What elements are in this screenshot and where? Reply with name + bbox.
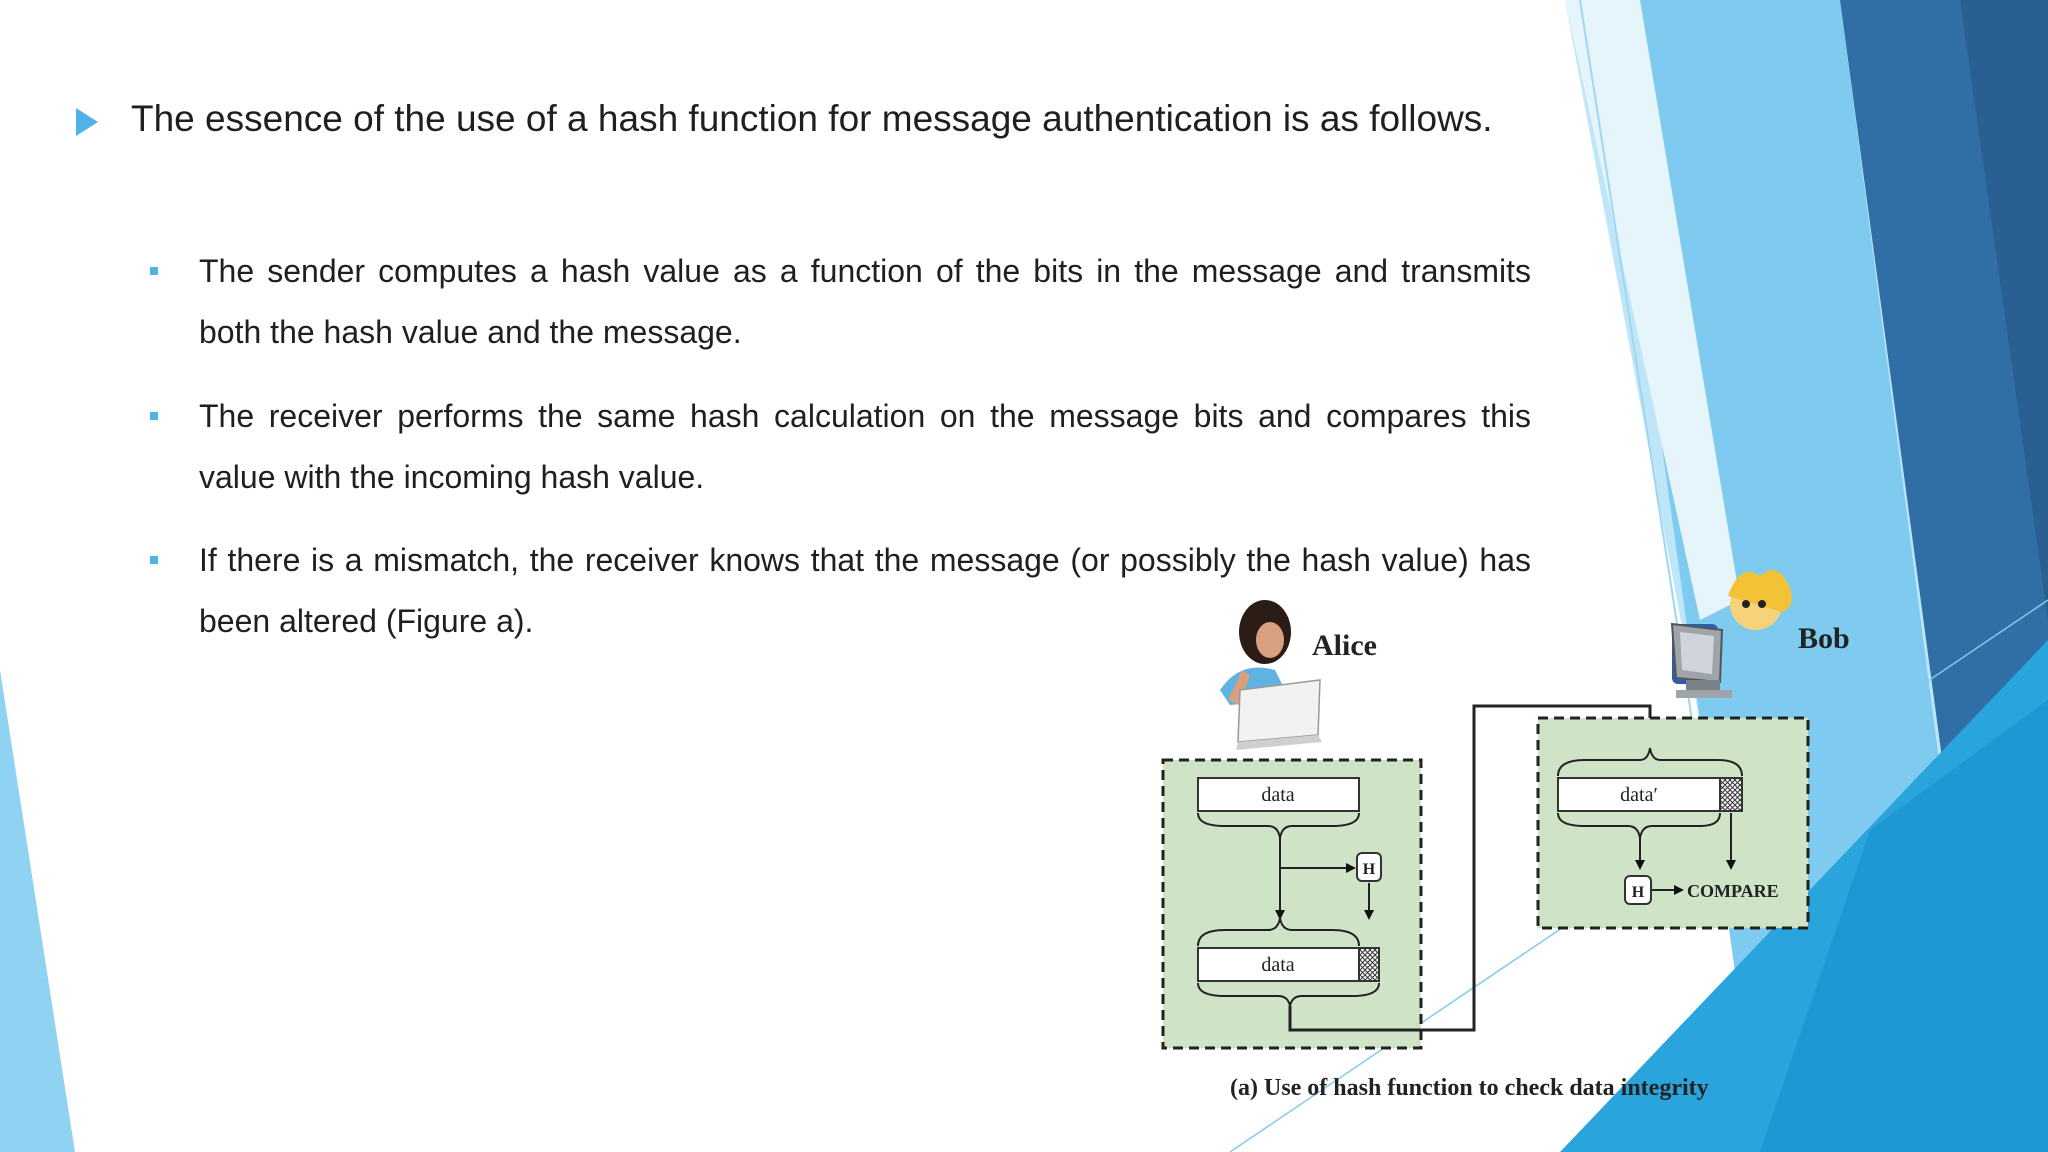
sub-bullet-text: The receiver performs the same hash calculation on the message bits and compares this value with the incoming hash value. xyxy=(199,398,1531,495)
sub-bullet-1 xyxy=(150,253,1531,363)
main-bullet-text: The essence of the use of a hash function for message authentication is as follows. xyxy=(131,98,1493,139)
main-bullet xyxy=(76,100,1531,153)
square-bullet-icon xyxy=(150,412,158,420)
sender-output-text: data xyxy=(1261,954,1295,976)
square-bullet-icon xyxy=(150,267,158,275)
sub-bullet-2 xyxy=(150,398,1531,508)
figure-caption: (a) Use of hash function to check data integrity xyxy=(1230,1075,1709,1101)
sender-hash-tag xyxy=(1359,948,1379,981)
sender-data-text: data xyxy=(1261,784,1295,806)
sender-hash-text: H xyxy=(1362,861,1376,878)
compare-label: COMPARE xyxy=(1687,881,1779,901)
alice-illustration xyxy=(1220,600,1322,750)
bob-illustration xyxy=(1672,570,1792,698)
sub-bullet-text: If there is a mismatch, the receiver knows that the message (or possibly the hash value) has been altered (Figure a). xyxy=(199,542,1531,639)
receiver-hash-tag xyxy=(1720,778,1742,811)
triangle-bullet-icon xyxy=(76,108,98,136)
sub-bullet-text: The sender computes a hash value as a function of the bits in the message and transmits both the hash value and the message. xyxy=(199,253,1531,350)
receiver-data-text: data′ xyxy=(1620,784,1658,806)
hash-integrity-figure xyxy=(1150,560,1850,1120)
receiver-hash-text: H xyxy=(1631,884,1645,901)
alice-label: Alice xyxy=(1312,629,1377,662)
bob-label: Bob xyxy=(1798,622,1850,655)
square-bullet-icon xyxy=(150,556,158,564)
